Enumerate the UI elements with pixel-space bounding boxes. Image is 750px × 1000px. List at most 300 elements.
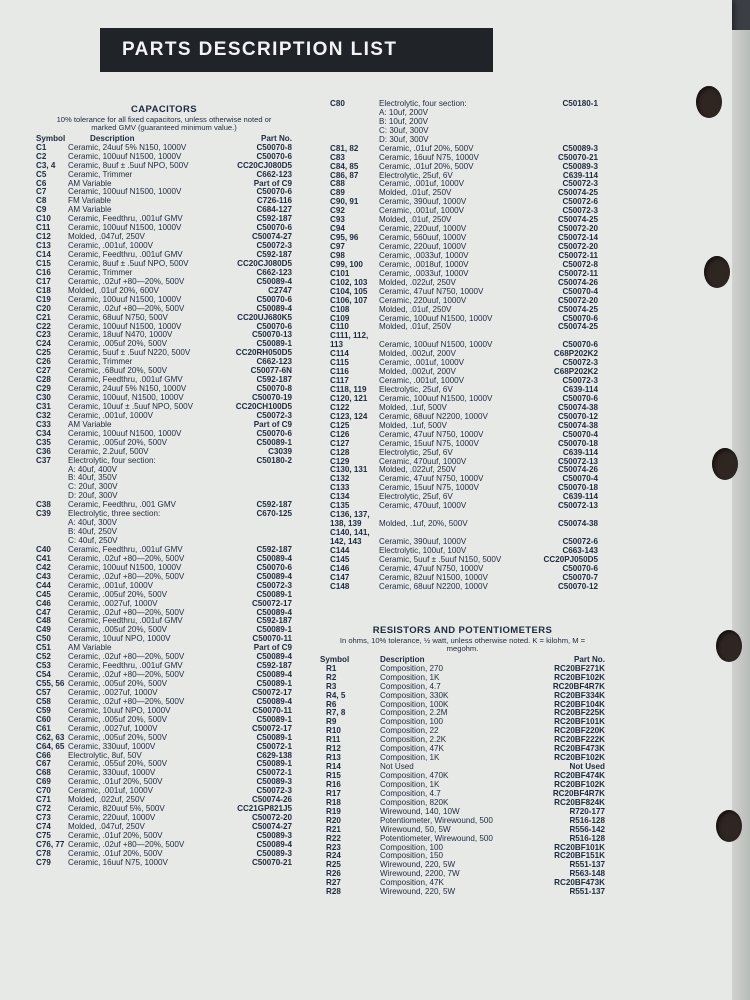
part-number-cell: R516-128 — [569, 833, 605, 843]
part-number-cell: C50072-3 — [562, 376, 598, 386]
description-cell: Ceramic, 10uuf ± .5uuf NPO, 500V — [68, 401, 194, 411]
description-cell: AM Variable — [68, 643, 112, 653]
part-number-cell: C50089-4 — [256, 276, 292, 286]
symbol-cell: C1 — [36, 142, 47, 152]
symbol-cell: C89 — [330, 188, 345, 198]
description-cell: Ceramic, 100uuf N1500, 1000V — [68, 294, 182, 304]
description-cell: Composition, 270 — [380, 663, 443, 673]
symbol-cell: C93 — [330, 215, 345, 225]
symbol-cell: C37 — [36, 455, 51, 465]
resistors-list — [320, 665, 605, 897]
symbol-cell: R13 — [326, 753, 341, 763]
description-cell: Ceramic, 16uuf N75, 1000V — [379, 152, 479, 162]
description-cell: Ceramic, .001uf, 1000V — [379, 358, 465, 368]
symbol-cell: R23 — [326, 842, 341, 852]
symbol-cell: C60 — [36, 714, 51, 724]
symbol-cell: C12 — [36, 232, 51, 242]
binder-hole — [696, 86, 722, 118]
symbol-cell: C118, 119 — [330, 385, 367, 394]
description-cell: Molded, .01uf, 250V — [379, 304, 452, 314]
capacitors-left-column — [36, 104, 292, 868]
part-number-cell: CC20UJ680K5 — [237, 312, 292, 322]
symbol-cell: C104, 105 — [330, 286, 368, 296]
symbol-cell: C127 — [330, 438, 350, 448]
description-cell: A: 40uf, 300V — [68, 518, 118, 528]
symbol-cell: C123, 124 — [330, 411, 368, 421]
description-cell: Ceramic, Trimmer — [68, 169, 133, 179]
symbol-cell: C88 — [330, 179, 345, 189]
description-cell: Ceramic, 220uuf, 1000V — [379, 242, 467, 251]
part-number-cell: C639-114 — [562, 447, 598, 457]
symbol-cell: C11 — [36, 223, 51, 233]
part-number-cell: C68P202K2 — [553, 349, 598, 359]
part-number-cell: C68P202K2 — [553, 367, 598, 377]
part-number-cell: C662-123 — [256, 169, 292, 179]
symbol-cell: R24 — [326, 851, 341, 861]
description-cell: Ceramic, 68uuf N2200, 1000V — [379, 411, 488, 421]
symbol-cell: C80 — [330, 99, 345, 108]
part-number-cell: C50070-21 — [557, 152, 598, 162]
part-number-cell: C684-127 — [256, 205, 292, 215]
symbol-cell: R14 — [326, 762, 341, 772]
symbol-cell: C71 — [36, 795, 51, 805]
part-number-cell: RC20BF102K — [554, 672, 605, 682]
part-number-cell: C50070-19 — [251, 393, 292, 402]
capacitor-row — [330, 377, 598, 386]
description-cell: Ceramic, .68uuf 20%, 500V — [68, 366, 167, 376]
symbol-cell: C101 — [330, 268, 350, 278]
description-cell: Ceramic, 220uuf, 1000V — [379, 295, 467, 305]
symbol-cell: C140, 141, — [330, 528, 370, 537]
symbol-cell: C66 — [36, 750, 51, 760]
part-number-cell: C50074-25 — [557, 188, 598, 198]
description-cell: Molded, .022uf, 250V — [379, 465, 456, 475]
symbol-cell: C3, 4 — [36, 160, 56, 170]
binder-hole — [716, 630, 742, 662]
symbol-cell: C122 — [330, 402, 350, 412]
symbol-cell: C70 — [36, 786, 51, 796]
symbol-cell: C92 — [330, 206, 345, 216]
symbol-cell: C116 — [330, 367, 349, 377]
part-number-cell: C50089-3 — [562, 161, 598, 171]
description-cell: Ceramic, .005uf 20%, 500V — [68, 437, 167, 447]
symbol-cell: C108 — [330, 304, 350, 314]
part-number-cell: RC20BF4R7K — [552, 681, 605, 691]
part-number-cell: C50074-26 — [557, 277, 598, 287]
symbol-cell: R26 — [326, 869, 341, 879]
symbol-cell: R19 — [326, 806, 341, 816]
binder-hole — [712, 448, 738, 480]
description-cell: Wirewound, 50, 5W — [380, 824, 451, 834]
description-cell: Ceramic, .02uf +80—20%, 500V — [68, 303, 185, 313]
part-number-cell: C50070-6 — [256, 223, 292, 233]
symbol-cell: C62, 63 — [36, 732, 65, 742]
part-number-cell: C50072-1 — [256, 768, 292, 778]
description-cell: Ceramic, 47uuf N750, 1000V — [379, 286, 484, 296]
capacitors-right-column — [330, 100, 598, 592]
description-cell: Ceramic, .001uf, 1000V — [68, 410, 154, 420]
capacitor-row — [330, 118, 598, 127]
symbol-cell: C97 — [330, 242, 345, 251]
description-cell: Ceramic, 5uuf ± .5uuf N150, 500V — [379, 554, 502, 564]
description-cell: Ceramic, .005uf 20%, 500V — [68, 625, 167, 635]
description-cell: Ceramic, .01uf 20%, 500V — [68, 848, 163, 858]
description-cell: Ceramic, 10uuf NPO, 1000V — [68, 705, 171, 715]
part-number-cell: RC20BF271K — [554, 663, 605, 673]
symbol-cell: C8 — [36, 196, 47, 206]
symbol-cell: C147 — [330, 572, 350, 582]
part-number-cell: RC20BF824K — [554, 797, 605, 807]
description-cell: Ceramic, 560uuf, 1000V — [379, 233, 467, 243]
symbol-cell: C102, 103 — [330, 277, 368, 287]
part-number-cell: C592-187 — [256, 616, 292, 626]
description-cell: Molded, .002uf, 200V — [379, 367, 456, 377]
part-number-cell: C50070-12 — [557, 411, 598, 421]
description-cell: Molded, .01uf, 250V — [379, 188, 452, 198]
description-cell: Ceramic, .0033uf, 1000V — [379, 268, 469, 278]
symbol-cell: R1 — [326, 663, 337, 673]
symbol-cell: C31 — [36, 401, 51, 411]
symbol-cell: R17 — [326, 788, 341, 798]
symbol-cell: C148 — [330, 581, 350, 591]
symbol-cell: C84, 85 — [330, 161, 359, 171]
symbol-cell: C38 — [36, 500, 51, 510]
symbol-cell: 113 — [330, 340, 344, 350]
part-number-cell: C50089-4 — [256, 553, 292, 563]
part-number-cell: C50072-17 — [251, 598, 292, 608]
description-cell: Ceramic, .005uf 20%, 500V — [68, 589, 167, 599]
description-cell: Ceramic, .055uf 20%, 500V — [68, 759, 167, 769]
description-cell: Ceramic, 470uuf, 1000V — [379, 456, 467, 466]
symbol-cell: C130, 131 — [330, 465, 368, 475]
part-number-cell: C592-187 — [256, 544, 292, 554]
symbol-cell: C136, 137, — [330, 510, 370, 520]
description-cell: Ceramic, 2.2uuf, 500V — [68, 446, 149, 456]
resistor-row — [320, 852, 605, 861]
symbol-cell: C135 — [330, 501, 350, 511]
symbol-cell: C35 — [36, 437, 51, 447]
description-cell: Ceramic, Trimmer — [68, 357, 133, 367]
symbol-cell: C74 — [36, 822, 51, 831]
symbol-cell: C58 — [36, 696, 51, 706]
symbol-cell: C72 — [36, 804, 51, 814]
symbol-cell: C6 — [36, 178, 47, 188]
symbol-cell: C7 — [36, 187, 47, 197]
symbol-cell: C13 — [36, 241, 51, 251]
symbol-cell: R18 — [326, 797, 341, 807]
symbol-cell: C73 — [36, 813, 51, 823]
symbol-cell: C106, 107 — [330, 295, 368, 305]
symbol-cell: C53 — [36, 661, 51, 671]
part-number-cell: C50072-3 — [562, 206, 598, 216]
symbol-cell: C49 — [36, 625, 51, 635]
part-number-cell: RC20BF334K — [554, 690, 605, 700]
description-cell: Molded, .047uf, 250V — [68, 232, 145, 242]
part-number-cell: C50070-6 — [256, 562, 292, 572]
part-number-cell: C50070-6 — [256, 321, 292, 331]
description-cell: Ceramic, 24uuf 5% N150, 1000V — [68, 142, 187, 152]
symbol-cell: C55, 56 — [36, 679, 65, 688]
part-number-cell: C50074-27 — [251, 822, 292, 831]
description-cell: Ceramic, 15uuf N75, 1000V — [379, 483, 479, 493]
part-number-cell: C50077-6N — [250, 366, 292, 376]
symbol-cell: R20 — [326, 815, 341, 825]
part-number-cell: C50070-6 — [256, 151, 292, 161]
description-cell: Electrolytic, 25uf, 6V — [379, 492, 453, 502]
description-cell: Ceramic, .02uf +80—20%, 500V — [68, 839, 185, 849]
description-cell: C: 40uf, 250V — [68, 536, 118, 545]
symbol-cell: C15 — [36, 258, 51, 268]
part-number-cell: C50089-4 — [256, 652, 292, 662]
part-number-cell: C50074-26 — [557, 465, 598, 475]
symbol-cell: C109 — [330, 313, 350, 323]
symbol-cell: C30 — [36, 393, 51, 402]
symbol-cell: C51 — [36, 643, 51, 653]
description-cell: C: 20uf, 300V — [68, 482, 118, 492]
part-number-cell: R551-137 — [569, 887, 605, 897]
page-title-text: PARTS DESCRIPTION LIST — [122, 39, 398, 60]
part-number-cell: C50180-2 — [256, 455, 292, 465]
symbol-cell: C99, 100 — [330, 259, 363, 269]
description-cell: Molded, .1uf, 500V — [379, 402, 447, 412]
part-number-cell: RC20BF104K — [554, 699, 605, 709]
description-cell: Ceramic, .001uf, 1000V — [379, 179, 465, 189]
capacitors-note: 10% tolerance for all fixed capacitors, unless otherwise noted or marked GMV (guaranteed minimum value.) — [56, 115, 272, 133]
description-cell: D: 20uf, 300V — [68, 491, 118, 501]
description-cell: Ceramic, .0027uf, 1000V — [68, 687, 158, 697]
symbol-cell: C98 — [330, 250, 345, 260]
part-number-cell: C50089-4 — [256, 839, 292, 849]
capacitor-row — [330, 109, 598, 118]
symbol-cell: R4, 5 — [326, 690, 346, 700]
part-number-cell: C50070-6 — [562, 340, 598, 350]
description-cell: Ceramic, 330uuf, 1000V — [68, 768, 156, 778]
description-cell: Wirewound, 220, 5W — [380, 887, 456, 897]
part-number-cell: C50072-6 — [562, 536, 598, 546]
description-cell: Ceramic, 47uuf N750, 1000V — [379, 429, 484, 439]
description-cell: Ceramic, .001uf, 1000V — [68, 786, 154, 796]
part-number-cell: C50089-1 — [256, 437, 292, 447]
description-cell: Ceramic, Trimmer — [68, 267, 133, 277]
description-cell: Ceramic, 100uuf, N1500, 1000V — [68, 393, 184, 402]
capacitor-row — [330, 127, 598, 136]
description-cell: Composition, 2.2K — [380, 735, 447, 745]
part-number-cell: C50089-4 — [256, 607, 292, 617]
part-number-cell: C50089-3 — [256, 848, 292, 858]
part-number-cell: C50070-6 — [562, 563, 598, 573]
part-number-cell: C50070-8 — [256, 384, 292, 394]
symbol-cell: C39 — [36, 509, 51, 519]
part-number-cell: C50070-7 — [562, 572, 598, 582]
part-number-cell: C50072-3 — [256, 241, 292, 251]
symbol-cell: R6 — [326, 699, 337, 709]
part-number-cell: C50072-3 — [562, 358, 598, 368]
part-number-cell: C50072-3 — [256, 410, 292, 420]
description-cell: Molded, .022uf, 250V — [68, 795, 145, 805]
description-cell: Molded, .002uf, 200V — [379, 349, 456, 359]
part-number-cell: C50070-6 — [562, 393, 598, 403]
description-cell: Composition, 820K — [380, 797, 449, 807]
symbol-cell: C24 — [36, 339, 51, 349]
part-number-cell: C639-114 — [562, 492, 598, 502]
description-cell: Electrolytic, 25uf, 6V — [379, 385, 453, 394]
part-number-cell: R551-137 — [569, 860, 605, 870]
symbol-cell: C75 — [36, 830, 51, 840]
symbol-cell: C132 — [330, 474, 350, 484]
description-cell: Composition, 1K — [380, 672, 440, 682]
part-number-cell: C50072-13 — [557, 456, 598, 466]
description-cell: Ceramic, 100uuf N1500, 1000V — [68, 321, 182, 331]
description-cell: Composition, 47K — [380, 744, 444, 754]
description-cell: Electrolytic, 8uf, 50V — [68, 750, 142, 760]
page-title — [100, 28, 493, 72]
part-number-cell: C50089-1 — [256, 732, 292, 742]
description-cell: Electrolytic, three section: — [68, 509, 161, 519]
capacitor-row — [330, 350, 598, 359]
resistors-section — [320, 625, 605, 897]
part-number-cell: C50072-3 — [562, 179, 598, 189]
description-cell: Ceramic, .0018uf, 1000V — [379, 259, 469, 269]
part-number-cell: C50074-25 — [557, 304, 598, 314]
part-number-cell: C50072-11 — [558, 250, 598, 260]
symbol-cell: C47 — [36, 607, 51, 617]
part-number-cell: C50072-17 — [251, 687, 292, 697]
symbol-cell: C94 — [330, 224, 345, 234]
description-cell: Ceramic, .02uf +80—20%, 500V — [68, 571, 185, 581]
symbol-cell: C90, 91 — [330, 197, 359, 207]
header-part-number: Part No. — [573, 654, 605, 664]
description-cell: Ceramic, 390uuf, 1000V — [379, 536, 467, 546]
part-number-cell: C50072-13 — [557, 501, 598, 511]
part-number-cell: RC20BF220K — [554, 726, 605, 736]
description-cell: Molded, .1uf, 20%, 500V — [379, 519, 468, 529]
symbol-cell: R22 — [326, 833, 341, 843]
symbol-cell: C61 — [36, 723, 51, 733]
capacitor-row — [330, 520, 598, 529]
description-cell: B: 10uf, 200V — [379, 116, 429, 126]
description-cell: Ceramic, 330uuf, 1000V — [68, 741, 156, 751]
description-cell: Potentiometer, Wirewound, 500 — [380, 815, 493, 825]
symbol-cell: C145 — [330, 554, 350, 564]
description-cell: Ceramic, .02uf +80—20%, 500V — [68, 553, 185, 563]
description-cell: Molded, .1uf, 500V — [379, 420, 447, 430]
resistors-title: RESISTORS AND POTENTIOMETERS — [372, 625, 553, 636]
symbol-cell: C146 — [330, 563, 350, 573]
symbol-cell: R12 — [326, 744, 341, 754]
symbol-cell: C9 — [36, 205, 47, 215]
description-cell: Ceramic, 100uuf N1500, 1000V — [68, 562, 182, 572]
symbol-cell: C117 — [330, 376, 349, 386]
symbol-cell: 142, 143 — [330, 536, 362, 546]
resistor-row — [320, 888, 605, 897]
part-number-cell: C50089-4 — [256, 696, 292, 706]
symbol-cell: R28 — [326, 887, 341, 897]
symbol-cell: C76, 77 — [36, 839, 65, 849]
symbol-cell: C14 — [36, 250, 51, 259]
description-cell: Ceramic, .02uf +80—20%, 500V — [68, 607, 185, 617]
description-cell: Ceramic, 8uuf ± .5uuf NPO, 500V — [68, 160, 189, 170]
symbol-cell: C144 — [330, 545, 350, 555]
part-number-cell: C670-125 — [256, 509, 292, 519]
capacitors-left-list — [36, 144, 292, 868]
description-cell: Ceramic, .0027uf, 1000V — [68, 598, 158, 608]
part-number-cell: C50072-14 — [557, 233, 598, 243]
resistor-row — [320, 879, 605, 888]
symbol-cell: R2 — [326, 672, 337, 682]
symbol-cell: C110 — [330, 322, 349, 332]
description-cell: Ceramic, .005uf 20%, 500V — [68, 339, 167, 349]
symbol-cell: C64, 65 — [36, 741, 65, 751]
description-cell: Ceramic, 82uuf N1500, 1000V — [379, 572, 488, 582]
symbol-cell: R15 — [326, 771, 341, 780]
symbol-cell: C17 — [36, 276, 51, 286]
symbol-cell: C133 — [330, 483, 350, 493]
symbol-cell: R3 — [326, 681, 337, 691]
part-number-cell: RC20BF473K — [554, 744, 605, 754]
symbol-cell: R7, 8 — [326, 708, 346, 718]
symbol-cell: C126 — [330, 429, 350, 439]
symbol-cell: C42 — [36, 562, 51, 572]
resistor-row — [320, 861, 605, 870]
part-number-cell: C50089-3 — [256, 777, 292, 787]
description-cell: Ceramic, 100uuf N1500, 1000V — [379, 313, 493, 323]
part-number-cell: RC20BF474K — [554, 771, 605, 780]
part-number-cell: CC20CJ080D5 — [237, 160, 292, 170]
symbol-cell: C28 — [36, 375, 51, 385]
description-cell: Composition, 2.2M — [380, 708, 448, 718]
symbol-cell: C52 — [36, 652, 51, 662]
description-cell: Composition, 1K — [380, 779, 440, 789]
description-cell: Ceramic, .001uf, 1000V — [68, 241, 154, 251]
description-cell: Electrolytic, four section: — [379, 99, 467, 108]
capacitor-row — [36, 859, 292, 868]
part-number-cell: CC20PJ050D5 — [543, 554, 598, 564]
description-cell: Electrolytic, 25uf, 6V — [379, 447, 453, 457]
description-cell: A: 10uf, 200V — [379, 107, 429, 117]
symbol-cell: C16 — [36, 267, 51, 277]
description-cell: AM Variable — [68, 419, 112, 429]
part-number-cell: RC20BF102K — [554, 753, 605, 763]
part-number-cell: R563-148 — [569, 869, 605, 879]
part-number-cell: C50070-21 — [251, 857, 292, 867]
symbol-cell: R11 — [326, 735, 341, 745]
part-number-cell: C50072-11 — [558, 268, 598, 278]
symbol-cell: C68 — [36, 768, 51, 778]
capacitor-row — [330, 323, 598, 332]
description-cell: Ceramic, 100uuf N1500, 1000V — [379, 393, 493, 403]
symbol-cell: R25 — [326, 860, 341, 870]
part-number-cell: C726-116 — [256, 196, 292, 206]
capacitor-row — [330, 163, 598, 172]
symbol-cell: 138, 139 — [330, 519, 362, 529]
part-number-cell: RC20BF225K — [554, 708, 605, 718]
part-number-cell: C50089-1 — [256, 339, 292, 349]
part-number-cell: C592-187 — [256, 661, 292, 671]
symbol-cell: C46 — [36, 598, 51, 608]
symbol-cell: C20 — [36, 303, 51, 313]
part-number-cell: CC20CH100D5 — [235, 401, 292, 411]
part-number-cell: C50072-1 — [256, 741, 292, 751]
description-cell: Ceramic, 390uuf, 1000V — [379, 197, 467, 207]
symbol-cell: C10 — [36, 214, 51, 224]
symbol-cell: C21 — [36, 312, 51, 322]
symbol-cell: C120, 121 — [330, 393, 368, 403]
symbol-cell: C33 — [36, 419, 51, 429]
resistor-row — [320, 799, 605, 808]
symbol-cell: C22 — [36, 321, 51, 331]
part-number-cell: C50070-13 — [251, 330, 292, 340]
part-number-cell: C50074-25 — [557, 215, 598, 225]
